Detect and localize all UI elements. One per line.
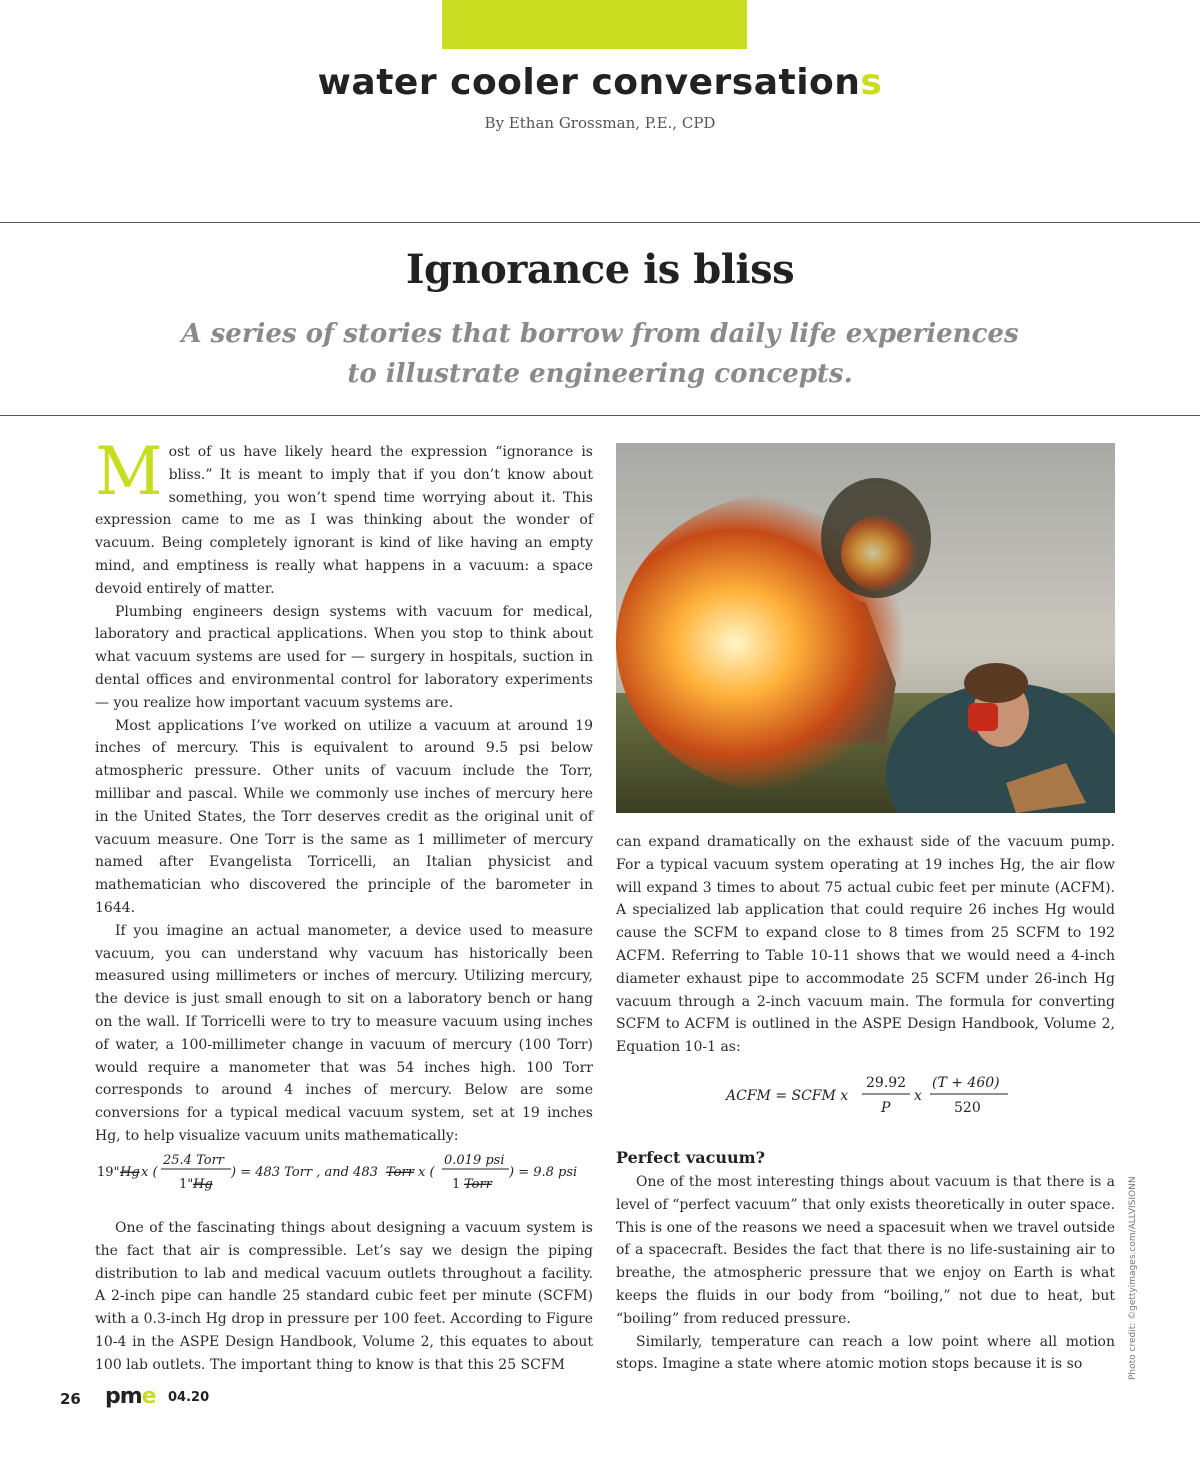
formula1-den2-a: 1 xyxy=(452,1177,461,1192)
formula1-num2: 0.019 psi xyxy=(444,1153,505,1168)
paragraph-1-text: ost of us have likely heard the expression “ignorance is bliss.” It is meant to imply that if you don’t know about something, you won’t spend time worrying about it. This expression came to me as I was thinking about the wonder of vacuum. Being completely ignorant is kind of like having an empty mind, and emptiness is really what happens in a vacuum: a space devoid entirely of matter. xyxy=(95,444,593,597)
section-title-main: water cooler conversation xyxy=(317,62,861,103)
paragraph-2: Plumbing engineers design systems with vacuum for medical, laboratory and practical applications. When you stop to think about what vacuum systems are used for — surgery in hospitals, suction in dental offices and environmental control for laboratory experiments — you realize how important vacuum systems are. xyxy=(95,603,593,711)
formula1-result1: ) = 483 Torr , and 483 xyxy=(231,1165,378,1180)
formula1-num1: 25.4 Torr xyxy=(163,1153,224,1168)
paragraph-1 xyxy=(95,433,593,601)
formula1-x2: x ( xyxy=(418,1165,435,1180)
formula2-lhs: ACFM = SCFM x xyxy=(726,1088,849,1104)
issue-date: 04.20 xyxy=(168,1390,210,1405)
top-divider xyxy=(0,222,1200,223)
formula2-den1: P xyxy=(881,1100,891,1116)
left-column-continued xyxy=(95,1217,593,1377)
article-deck-line-2: to illustrate engineering concepts. xyxy=(347,359,853,389)
right-column-continued xyxy=(616,1171,1115,1376)
formula2-num2: (T + 460) xyxy=(932,1075,1000,1091)
formula2-x: x xyxy=(914,1088,922,1104)
paragraph-4: If you imagine an actual manometer, a device used to measure vacuum, you can understand why vacuum has historically been measured using millimeters or inches of mercury. Utilizing mercury, the device is just small enough to sit on a laboratory bench or hang on the wall. If Torricelli were to try to measure vacuum using inches of water, a 100-millimeter change in vacuum of mercury (100 Torr) would require a manometer that was 54 inches high. 100 Torr corresponds to around 4 inches of mercury. Below are some conversions for a typical medical vacuum system, set at 19 inches Hg, to help visualize vacuum units mathematically: xyxy=(95,922,593,1144)
article-title: Ignorance is bliss xyxy=(405,246,795,293)
photo-credit-text: Photo credit: ©gettyimages.com/ALLVISIONN xyxy=(1128,1176,1138,1380)
formula1-x1: x ( xyxy=(141,1165,158,1180)
formula1-den2-b: Torr xyxy=(464,1177,492,1192)
right-column xyxy=(616,831,1115,1059)
paragraph-8: Similarly, temperature can reach a low point where all motion stops. Imagine a state where atomic motion stops because it is so xyxy=(616,1333,1115,1373)
photo-credit xyxy=(1128,1160,1142,1380)
formula1-hg: Hg xyxy=(120,1165,140,1180)
formula1-lead: 19" xyxy=(97,1165,120,1180)
section-title-accent-letter: s xyxy=(860,62,883,103)
article-deck-line-1: A series of stories that borrow from daily life experiences xyxy=(181,319,1019,349)
paragraph-5: One of the fascinating things about designing a vacuum system is the fact that air is compressible. Let’s say we design the piping distribution to lab and medical vacuum outlets throughout a facility. A 2-inch pipe can handle 25 standard cubic feet per minute (SCFM) with a 0.3-inch Hg drop in pressure per 100 feet. According to Figure 10-4 in the ASPE Design Handbook, Volume 2, this equates to about 100 lab outlets. The important thing to know is that this 25 SCFM xyxy=(95,1220,593,1373)
formula1-den1-a: 1" xyxy=(179,1177,194,1192)
formula2-den2: 520 xyxy=(954,1100,981,1116)
section-title xyxy=(0,62,1200,103)
logo-main: pm xyxy=(105,1384,142,1409)
article-photo xyxy=(616,443,1115,813)
drop-cap: M xyxy=(95,433,163,510)
header-accent-tab xyxy=(442,0,747,49)
logo-accent: e xyxy=(141,1384,156,1409)
bottom-divider xyxy=(0,415,1200,416)
formula1-torr-strike: Torr xyxy=(386,1165,414,1180)
acfm-formula xyxy=(616,1066,1115,1122)
byline: By Ethan Grossman, P.E., CPD xyxy=(484,114,716,132)
conversion-formula xyxy=(95,1148,593,1196)
paragraph-3: Most applications I’ve worked on utilize a vacuum at around 19 inches of mercury. This is equivalent to around 9.5 psi below atmospheric pressure. Other units of vacuum include the Torr, millibar and pascal. While we commonly use inches of mercury here in the United States, the Torr deserves credit as the original unit of vacuum measure. One Torr is the same as 1 millimeter of mercury named after Evangelista Torricelli, an Italian physicist and mathematician who discovered the principle of the barometer in 1644. xyxy=(95,717,593,916)
section-subheading: Perfect vacuum? xyxy=(616,1148,765,1167)
paragraph-6: can expand dramatically on the exhaust side of the vacuum pump. For a typical vacuum system operating at 19 inches Hg, the air flow will expand 3 times to about 75 actual cubic feet per minute (ACFM). A specialized lab application that could require 26 inches Hg would cause the SCFM to expand close to 8 times from 25 SCFM to 192 ACFM. Referring to Table 10-11 shows that we would need a 4-inch diameter exhaust pipe to accommodate 25 SCFM under 26-inch Hg vacuum through a 2-inch vacuum main. The formula for converting SCFM to ACFM is outlined in the ASPE Design Handbook, Volume 2, Equation 10-1 as: xyxy=(616,834,1115,1056)
page-number: 26 xyxy=(60,1390,81,1408)
magazine-logo xyxy=(105,1384,156,1409)
paragraph-7: One of the most interesting things about vacuum is that there is a level of “perfect vacuum” that only exists theoretically in outer space. This is one of the reasons we need a spacesuit when we travel outside of a spacecraft. Besides the fact that there is no life-sustaining air to breathe, the atmospheric pressure that we enjoy on Earth is what keeps the fluids in our body from “boiling,” not due to heat, but “boiling” from reduced pressure. xyxy=(616,1174,1115,1327)
formula2-num1: 29.92 xyxy=(866,1075,907,1091)
formula1-result2: ) = 9.8 psi xyxy=(509,1165,578,1180)
formula1-den1-b: Hg xyxy=(193,1177,213,1192)
left-column xyxy=(95,433,593,1148)
